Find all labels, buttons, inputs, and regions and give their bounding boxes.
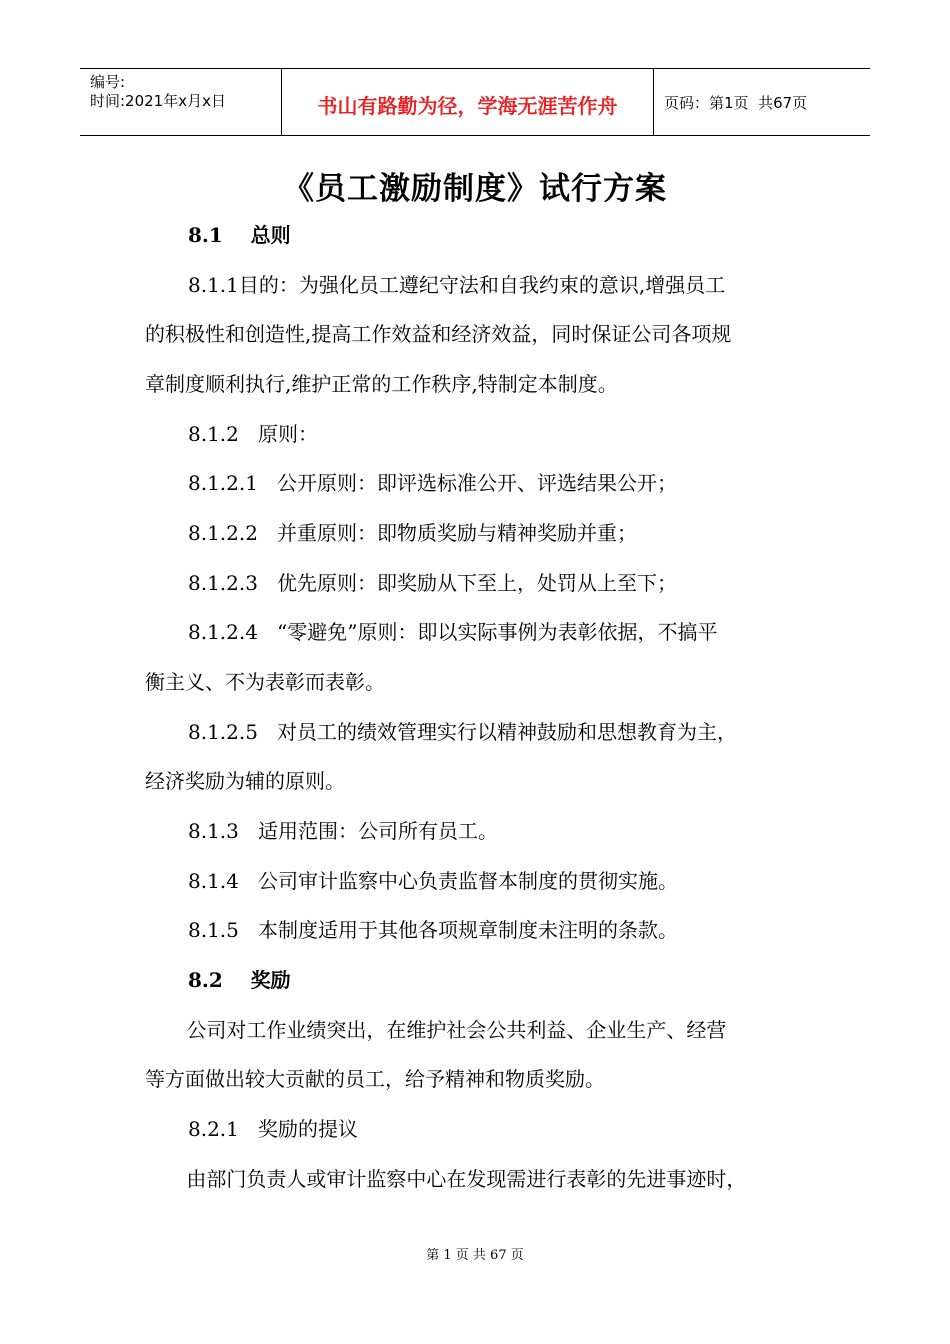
paragraph-line: 8.1.4 公司审计监察中心负责监督本制度的贯彻实施。 bbox=[188, 869, 678, 893]
header-page-cell bbox=[654, 69, 870, 135]
paragraph-line: 章制度顺利执行,维护正常的工作秩序,特制定本制度。 bbox=[145, 372, 618, 396]
paragraph-line: 8.2.1 奖励的提议 bbox=[188, 1117, 358, 1141]
section-heading-8-1: 8.1 总则 bbox=[188, 223, 291, 247]
document-number-label: 编号: bbox=[90, 73, 126, 91]
paragraph-line: 8.1.2.1 公开原则：即评选标准公开、评选结果公开； bbox=[188, 471, 678, 495]
page-footer: 第 1 页 共 67 页 bbox=[426, 1248, 524, 1263]
paragraph-line: 8.1.2.5 对员工的绩效管理实行以精神鼓励和思想教育为主， bbox=[188, 720, 738, 744]
header-table bbox=[80, 68, 870, 136]
paragraph-line: 8.1.2 原则： bbox=[188, 422, 318, 446]
paragraph-line: 公司对工作业绩突出，在维护社会公共利益、企业生产、经营 bbox=[180, 1018, 727, 1042]
header-info-cell bbox=[80, 69, 282, 135]
paragraph-line: 经济奖励为辅的原则。 bbox=[145, 769, 345, 793]
paragraph-line: 8.1.3 适用范围：公司所有员工。 bbox=[188, 819, 498, 843]
paragraph-line: 8.1.2.4 “零避免”原则：即以实际事例为表彰依据，不搞平 bbox=[188, 620, 718, 644]
paragraph-line: 衡主义、不为表彰而表彰。 bbox=[145, 670, 385, 694]
paragraph-line: 8.1.1目的：为强化员工遵纪守法和自我约束的意识,增强员工 bbox=[188, 273, 726, 297]
document-time-label: 时间:2021年x月x日 bbox=[90, 92, 226, 110]
section-heading-8-2: 8.2 奖励 bbox=[188, 968, 291, 992]
header-page-label: 页码：第1页 共67页 bbox=[664, 93, 808, 112]
paragraph-line: 8.1.2.2 并重原则：即物质奖励与精神奖励并重； bbox=[188, 521, 638, 545]
paragraph-line: 由部门负责人或审计监察中心在发现需进行表彰的先进事迹时， bbox=[180, 1167, 747, 1191]
paragraph-line: 8.1.5 本制度适用于其他各项规章制度未注明的条款。 bbox=[188, 918, 678, 942]
document-title: 《员工激励制度》试行方案 bbox=[283, 171, 667, 207]
paragraph-line: 的积极性和创造性,提高工作效益和经济效益，同时保证公司各项规 bbox=[145, 322, 732, 346]
header-motto: 书山有路勤为径，学海无涯苦作舟 bbox=[282, 69, 654, 135]
paragraph-line: 8.1.2.3 优先原则：即奖励从下至上，处罚从上至下； bbox=[188, 571, 678, 595]
paragraph-line: 等方面做出较大贡献的员工，给予精神和物质奖励。 bbox=[145, 1067, 605, 1091]
